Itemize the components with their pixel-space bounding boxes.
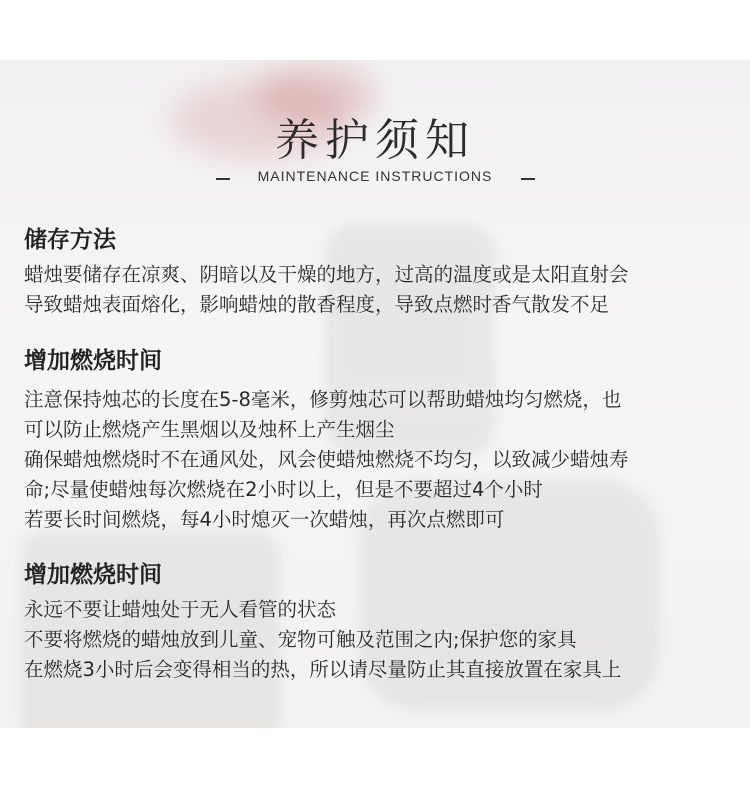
subtitle-row <box>0 168 750 188</box>
section-body-safety <box>24 595 734 685</box>
body-line: 在燃烧3小时后会变得相当的热，所以请尽量防止其直接放置在家具上 <box>24 658 622 681</box>
body-line: 若要长时间燃烧，每4小时熄灭一次蜡烛，再次点燃即可 <box>24 508 505 531</box>
body-line: 命;尽量使蜡烛每次燃烧在2小时以上，但是不要超过4个小时 <box>24 478 543 501</box>
section-body-burn-time <box>24 385 734 535</box>
body-line: 确保蜡烛燃烧时不在通风处，风会使蜡烛燃烧不均匀，以致减少蜡烛寿 <box>24 448 629 471</box>
body-line: 导致蜡烛表面熔化，影响蜡烛的散香程度，导致点燃时香气散发不足 <box>24 293 610 316</box>
section-heading-burn-time: 增加燃烧时间 <box>24 348 162 374</box>
page-subtitle: MAINTENANCE INSTRUCTIONS <box>257 168 493 184</box>
subtitle-dash-right <box>521 178 535 180</box>
section-heading-storage: 储存方法 <box>24 227 116 253</box>
body-line: 永远不要让蜡烛处于无人看管的状态 <box>24 598 337 621</box>
page-title: 养护须知 <box>275 115 475 166</box>
body-line: 不要将燃烧的蜡烛放到儿童、宠物可触及范围之内;保护您的家具 <box>24 628 577 651</box>
body-line: 蜡烛要储存在凉爽、阴暗以及干燥的地方，过高的温度或是太阳直射会 <box>24 263 629 286</box>
section-body-storage <box>24 260 734 320</box>
section-heading-safety: 增加燃烧时间 <box>24 562 162 588</box>
body-line: 注意保持烛芯的长度在5-8毫米，修剪烛芯可以帮助蜡烛均匀燃烧，也 <box>24 388 622 411</box>
body-line: 可以防止燃烧产生黑烟以及烛杯上产生烟尘 <box>24 418 395 441</box>
